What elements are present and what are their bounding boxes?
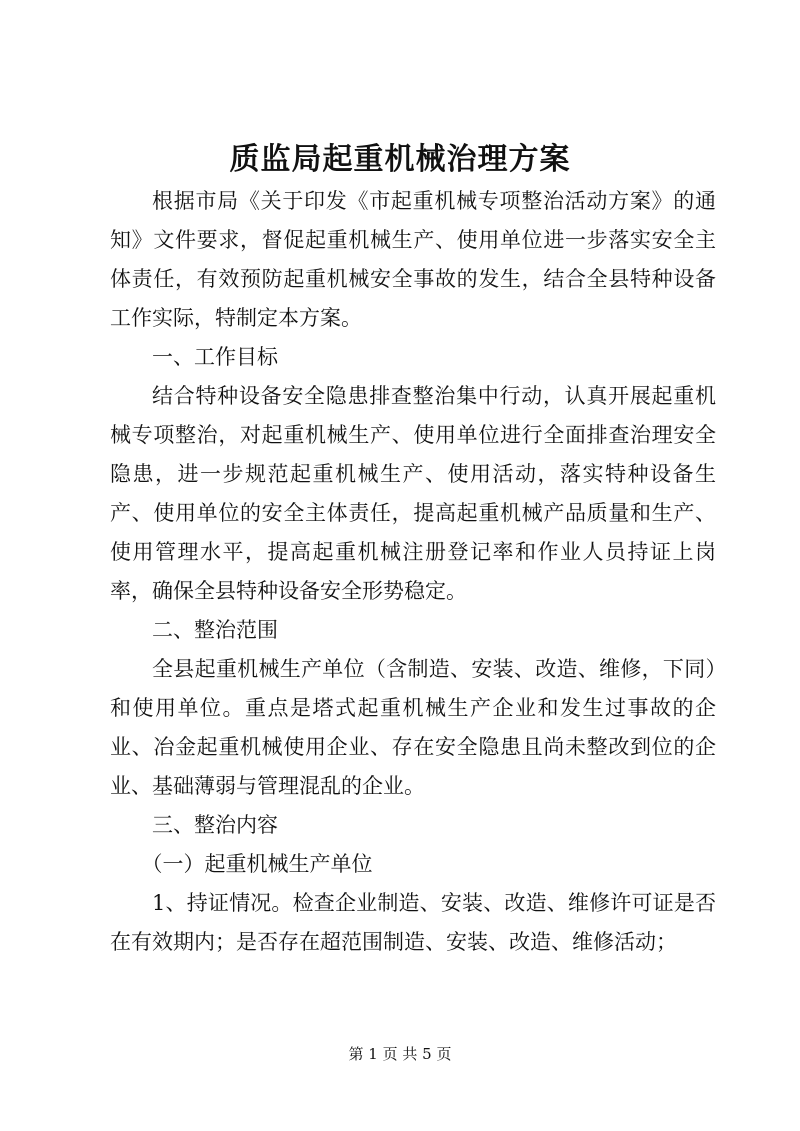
page-footer: 第 1 页 共 5 页: [348, 1045, 452, 1063]
license-check-paragraph: 1、持证情况。检查企业制造、安装、改造、维修许可证是否在有效期内；是否存在超范围制造、安装、改造、维修活动；: [110, 891, 716, 954]
section-heading-goals: 一、工作目标: [152, 345, 278, 369]
document-body: [110, 182, 716, 962]
section-heading-content: 三、整治内容: [152, 813, 278, 837]
document-title: 质监局起重机械治理方案: [229, 142, 571, 177]
scope-paragraph: 全县起重机械生产单位（含制造、安装、改造、维修，下同）和使用单位。重点是塔式起重机械生产企业和发生过事故的企业、冶金起重机械使用企业、存在安全隐患且尚未整改到位的企业、基础薄弱与管理混乱的企业。: [110, 657, 716, 798]
intro-paragraph: 根据市局《关于印发《市起重机械专项整治活动方案》的通知》文件要求，督促起重机械生产、使用单位进一步落实安全主体责任，有效预防起重机械安全事故的发生，结合全县特种设备工作实际，特制定本方案。: [110, 189, 716, 330]
section-heading-scope: 二、整治范围: [152, 618, 278, 642]
subsection-heading-producers: （一）起重机械生产单位: [141, 852, 373, 876]
goals-paragraph: 结合特种设备安全隐患排查整治集中行动，认真开展起重机械专项整治，对起重机械生产、使用单位进行全面排查治理安全隐患，进一步规范起重机械生产、使用活动，落实特种设备生产、使用单位的安全主体责任，提高起重机械产品质量和生产、使用管理水平，提高起重机械注册登记率和作业人员持证上岗率，确保全县特种设备安全形势稳定。: [110, 384, 716, 603]
